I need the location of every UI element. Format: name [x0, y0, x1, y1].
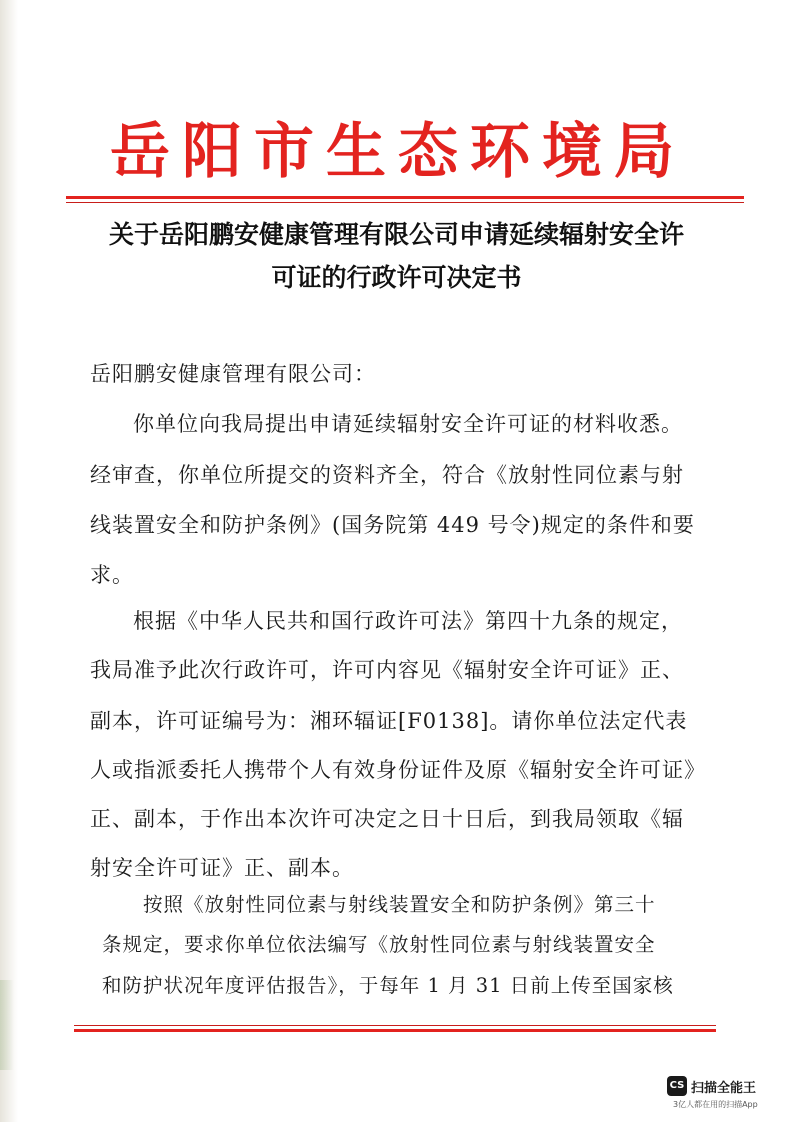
body-line: 人或指派委托人携带个人有效身份证件及原《辐射安全许可证》 — [90, 758, 706, 782]
body-line: 线装置安全和防护条例》(国务院第 449 号令)规定的条件和要 — [90, 513, 695, 537]
footer-red-rule-thick — [74, 1029, 716, 1032]
letterhead-red-rule-thick — [66, 196, 744, 199]
body-line: 副本，许可证编号为：湘环辐证[F0138]。请你单位法定代表 — [90, 709, 688, 733]
body-line: 射安全许可证》正、副本。 — [90, 856, 354, 880]
camscanner-logo-icon: CS — [667, 1076, 687, 1096]
letterhead-red-rule-thin — [66, 202, 744, 203]
body-line: 求。 — [90, 563, 134, 587]
footer-red-rule-thin — [74, 1025, 716, 1026]
document-title-line-1: 关于岳阳鹏安健康管理有限公司申请延续辐射安全许 — [108, 220, 684, 249]
body-line: 我局准予此次行政许可，许可内容见《辐射安全许可证》正、 — [90, 658, 684, 682]
body-line: 经审查，你单位所提交的资料齐全，符合《放射性同位素与射 — [90, 463, 684, 487]
scanner-watermark — [667, 1074, 777, 1114]
scan-edge-shadow-bottom — [0, 980, 14, 1070]
letterhead-org-name: 岳阳市生态环境局 — [110, 117, 686, 187]
body-line: 你单位向我局提出申请延续辐射安全许可证的材料收悉。 — [133, 412, 683, 436]
body-line: 按照《放射性同位素与射线装置安全和防护条例》第三十 — [143, 893, 656, 916]
body-line: 根据《中华人民共和国行政许可法》第四十九条的规定， — [133, 609, 683, 633]
document-title-line-2: 可证的行政许可决定书 — [271, 263, 522, 292]
scan-edge-shadow — [0, 0, 18, 1122]
body-line: 条规定，要求你单位依法编写《放射性同位素与射线装置安全 — [102, 933, 656, 956]
body-line: 正、副本，于作出本次许可决定之日十日后，到我局领取《辐 — [90, 807, 684, 831]
scanner-slogan: 3亿人都在用的扫描App — [673, 1100, 758, 1109]
addressee: 岳阳鹏安健康管理有限公司： — [90, 362, 376, 386]
body-line: 和防护状况年度评估报告》，于每年 1 月 31 日前上传至国家核 — [102, 974, 674, 997]
scanner-app-name: 扫描全能王 — [691, 1081, 757, 1096]
